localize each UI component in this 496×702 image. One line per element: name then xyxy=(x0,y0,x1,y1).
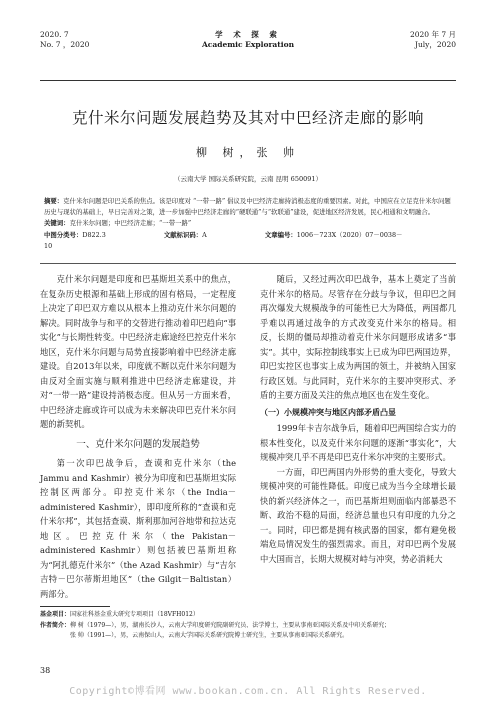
clc-value: D822.3 xyxy=(82,230,106,239)
keywords-text: 克什米尔问题；中巴经济走廊；“一带一路” xyxy=(69,219,192,228)
header-right xyxy=(410,30,456,50)
header-left-line1: 2020. 7 xyxy=(40,30,69,39)
fund-note xyxy=(40,610,456,621)
abstract-block xyxy=(44,196,452,252)
footnotes xyxy=(40,610,456,642)
identifier-row xyxy=(44,230,452,252)
keywords-label: 关键词： xyxy=(44,219,70,228)
body-paragraph: 一方面，印巴两国内外形势的重大变化，导致大规模冲突的可能性降低。印度已成为当今全球增长最快的新兴经济体之一，而巴基斯坦则面临内部暴恐不断、政治不稳的局面，经济总量也只有印度的九分之一。同时，印巴都是拥有核武器的国家，都有避免极端危局情况发生的强烈需求。而且，对印巴两个发展中大国而言，长期大规模对峙与冲突，势必消耗大 xyxy=(260,466,456,564)
body-paragraph: 1999年卡吉尔战争后，随着印巴两国综合实力的根本性变化，以及克什米尔问题的逐渐“事实化”，大规模冲突几乎不再是印巴克什米尔冲突的主要形式。 xyxy=(260,423,456,462)
author-note-1-text: 柳 树（1979—），男，湖南长沙人，云南大学印度研究院副研究员、法学博士，主要从事南亚国际关系及中印关系研究； xyxy=(70,621,391,629)
abstract-rule xyxy=(40,263,456,264)
doc-code xyxy=(164,231,235,239)
article-authors: 柳 树，张 帅 xyxy=(196,146,300,159)
keywords xyxy=(44,218,452,229)
author-note-2: 张 帅（1991—），男，云南保山人，云南大学国际关系研究院博士研究生，主要从事南亚国际关系研究。 xyxy=(70,632,349,639)
doc-value: A xyxy=(202,230,207,239)
author-note-label: 作者简介： xyxy=(40,621,71,629)
fund-label: 基金项目： xyxy=(40,611,71,618)
header-left-line2: No. 7 ，2020 xyxy=(40,40,90,49)
body-paragraph: 克什米尔问题是印度和巴基斯坦关系中的焦点，在复杂历史根源和基础上形成的固有格局，一定程度上决定了印巴双方难以从根本上推动克什米尔问题的解决。同时战争与和平的交替进行推动着印巴趋向“事实化”与长期性转变。中巴经济走廊途经巴控克什米尔地区，克什米尔问题与局势直接影响着中巴经济走廊建设。自2013年以来，印度就不断以克什米尔问题为由反对全面实施与顺利推进中巴经济走廊建设，并对“一带一路”建设持消极态度。但从另一方面来看，中巴经济走廊或许可以成为未来解决印巴克什米尔问题的新契机。 xyxy=(40,274,236,429)
header-right-line1: 2020 年 7 月 xyxy=(409,30,456,39)
journal-header xyxy=(0,0,496,86)
article-affiliation: （云南大学 国际关系研究院，云南 昆明 650091） xyxy=(173,175,322,183)
header-rule xyxy=(40,80,456,81)
artno-label: 文章编号： xyxy=(264,230,297,239)
section-heading-1: 一、克什米尔问题的发展趋势 xyxy=(76,438,200,450)
subsection-heading: （一）小规模冲突与地区内部矛盾凸显 xyxy=(260,406,396,417)
body-paragraph: 第一次印巴战争后，查谟和克什米尔（the Jammu and Kashmir）被分为印度和巴基斯坦实际控制区两部分。印控克什米尔（the India－administered Kashmir），即印度所称的“查谟和克什米尔邦”，其包括查谟、斯利那加河谷地带和拉达克地区。巴控克什米尔（the Pakistan－administered Kashmir）则包括被巴基斯坦称为“阿扎德克什米尔”（the Azad Kashmir）与“吉尔吉特－巴尔蒂斯坦地区”（the Gilgit－Baltistan）两部分。 xyxy=(40,458,236,599)
header-right-line2: July，2020 xyxy=(414,40,456,49)
copyright-watermark: Copyright©博看网 www.bookan.com.cn. All Rights Reserved. xyxy=(69,686,427,697)
journal-name-cn: 学 术 探 索 xyxy=(215,30,281,39)
left-column xyxy=(40,272,236,601)
footnote-rule xyxy=(40,606,110,607)
author-note-1 xyxy=(40,621,456,632)
page-number: 38 xyxy=(40,666,51,675)
abstract-label: 摘要： xyxy=(44,197,64,205)
article-title: 克什米尔问题发展趋势及其对中巴经济走廊的影响 xyxy=(71,109,424,127)
abstract xyxy=(44,196,452,218)
fund-text: 国家社科基金重大研究专项项目（18VFH012） xyxy=(70,611,199,618)
clc-label: 中图分类号： xyxy=(44,230,83,239)
artno-value: 1006－723X（2020）07－0038－10 xyxy=(44,230,403,250)
body-paragraph: 随后，又经过两次印巴战争，基本上奠定了当前克什米尔的格局。尽管存在分歧与争议，但印巴之间再次爆发大规模战争的可能性已大为降低，两国都几乎难以再通过战争的方式改变克什米尔的格局。相反，长期的僵局却推动着克什米尔问题形成诸多“事实”。其中，实际控制线事实上已成为印巴两国边界，印巴实控区也事实上成为两国的领土，并被纳入国家行政区划。与此同时，克什米尔的主要冲突形式、矛盾的主要方面及关注的焦点地区也在发生变化。 xyxy=(260,274,456,400)
abstract-text: 克什米尔问题是印巴关系的焦点。该是印度对 “一带一路” 倡议及中巴经济走廊持消极态度的重要因素。对此，中国应在立足克什米尔问题历史与现状的基础上，早日完善对之策，进一步加强中巴经济走廊的“硬联通”与“软联通”建设，促进地区经济发展，民心相通和文明融合。 xyxy=(44,197,451,217)
right-column xyxy=(260,272,456,566)
clc-code xyxy=(44,231,134,239)
journal-name-en: Academic Exploration xyxy=(201,40,295,49)
doc-label: 文献标识码： xyxy=(163,230,203,239)
